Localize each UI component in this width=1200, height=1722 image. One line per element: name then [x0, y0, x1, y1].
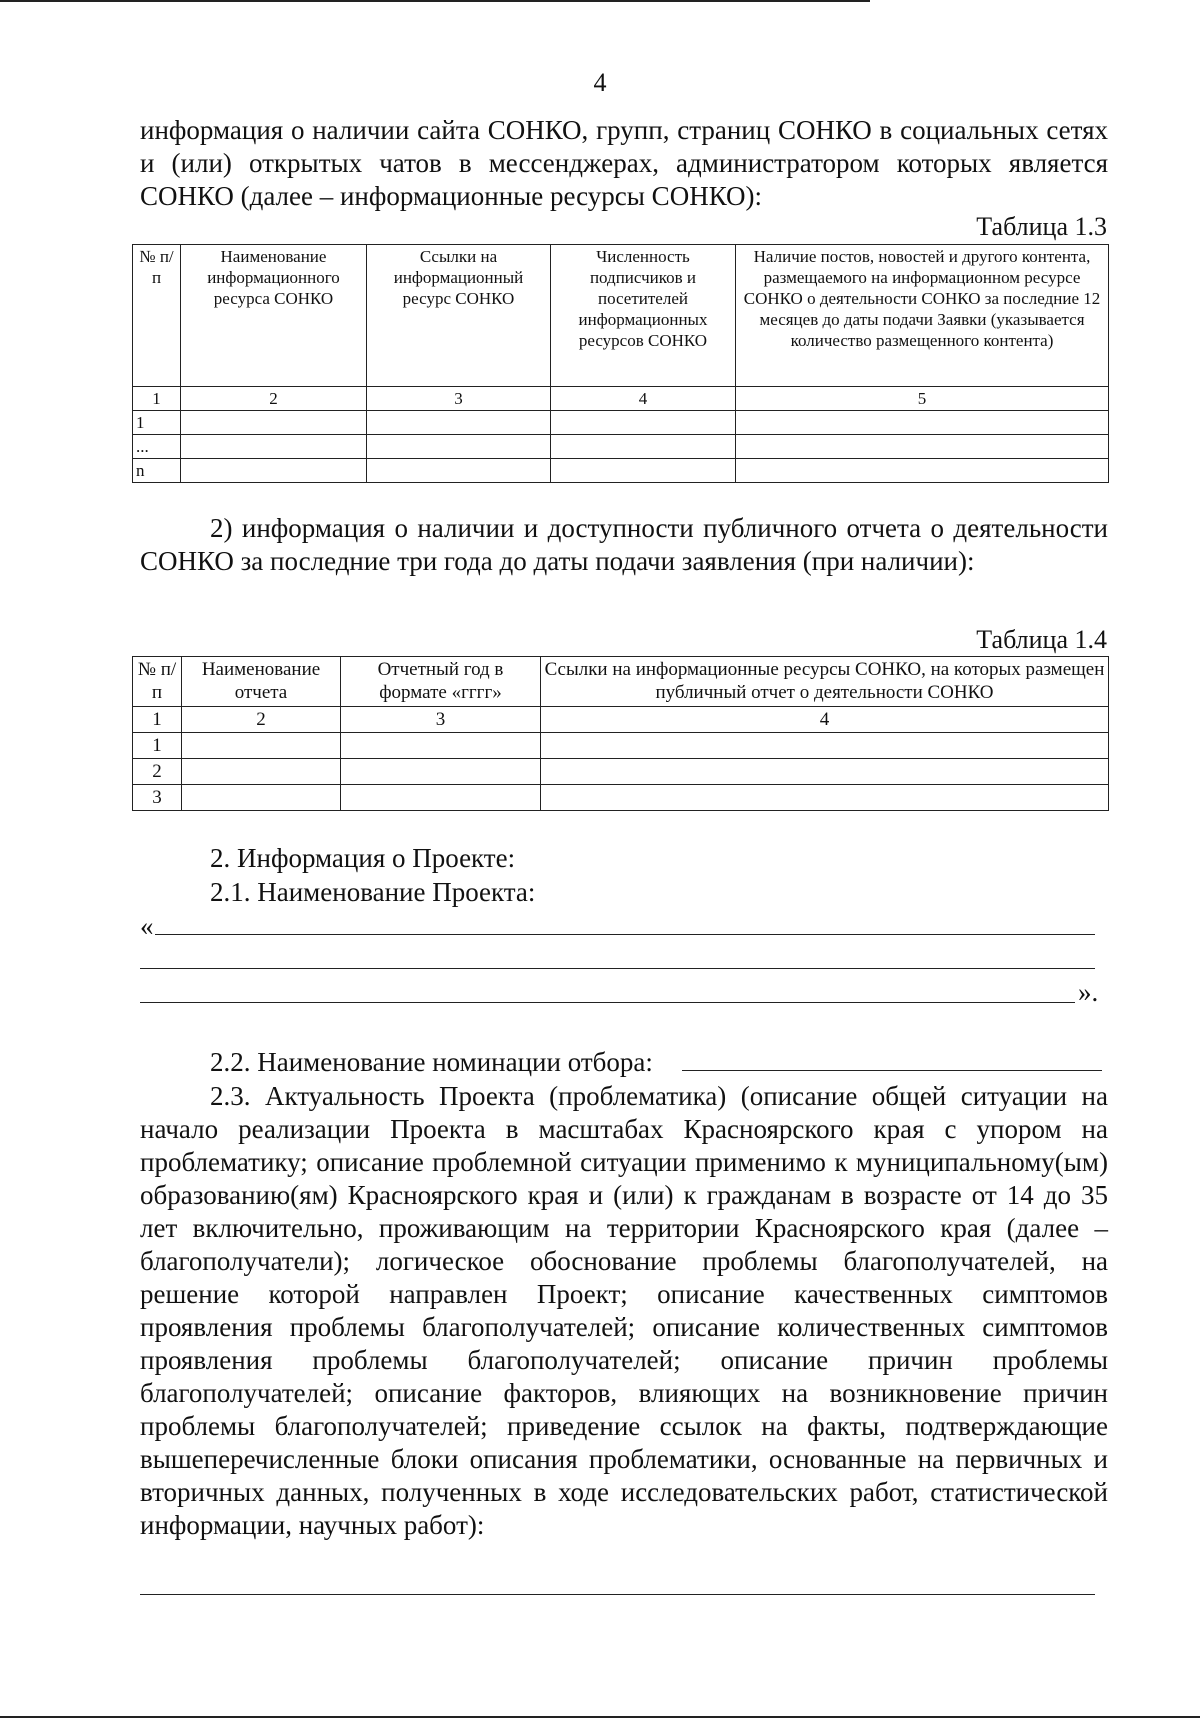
table-cell: [181, 411, 367, 435]
table-cell: [367, 411, 551, 435]
number-cell: 1: [133, 387, 181, 411]
number-cell: 1: [133, 707, 182, 733]
table-cell: ...: [133, 435, 181, 459]
header-cell: № п/п: [133, 657, 182, 707]
header-cell: Наименование отчета: [182, 657, 341, 707]
bottom-rule: [0, 1716, 1200, 1718]
table-number-row: [133, 707, 1109, 733]
header-cell: Наличие постов, новостей и другого контента, размещаемого на информационном ресурсе СОНКО о деятельности СОНКО за последние 12 месяцев до даты подачи Заявки (указывается количество размещенного контента): [736, 245, 1109, 387]
table-cell: [736, 435, 1109, 459]
intro-paragraph: информация о наличии сайта СОНКО, групп, страниц СОНКО в социальных сетях и (или) открытых чатов в мессенджерах, администратором которых является СОНКО (далее – информационные ресурсы СОНКО):: [140, 115, 1108, 211]
section-2-title: 2. Информация о Проекте:: [210, 843, 516, 873]
table-cell: [551, 435, 736, 459]
table-row: [133, 733, 1109, 759]
table-cell: 1: [133, 411, 181, 435]
page-number: 4: [593, 68, 607, 97]
table-number-row: [133, 387, 1109, 411]
table-header-row: [133, 657, 1109, 707]
table-row: [133, 435, 1109, 459]
section-2-2-label: 2.2. Наименование номинации отбора:: [210, 1047, 653, 1077]
table-row: [133, 411, 1109, 435]
header-cell: Ссылки на информационный ресурс СОНКО: [367, 245, 551, 387]
table-cell: 2: [133, 759, 182, 785]
table-1-4: [132, 656, 1109, 811]
table-cell: [367, 435, 551, 459]
project-name-line-3: [140, 1002, 1075, 1003]
table-1-4-caption: Таблица 1.4: [976, 625, 1107, 654]
table-row: [133, 785, 1109, 811]
number-cell: 4: [541, 707, 1109, 733]
table-cell: [736, 411, 1109, 435]
table-cell: [182, 759, 341, 785]
project-name-line-2: [140, 968, 1095, 969]
header-cell: № п/п: [133, 245, 181, 387]
table-cell: [551, 459, 736, 483]
open-quote: «: [140, 911, 154, 941]
table-cell: n: [133, 459, 181, 483]
number-cell: 2: [181, 387, 367, 411]
table-row: [133, 759, 1109, 785]
table-1-3-caption: Таблица 1.3: [976, 212, 1107, 241]
number-cell: 3: [341, 707, 541, 733]
table-cell: [181, 435, 367, 459]
table-cell: [341, 733, 541, 759]
header-cell: Численность подписчиков и посетителей информационных ресурсов СОНКО: [551, 245, 736, 387]
table-1-3: [132, 244, 1109, 483]
table-cell: 1: [133, 733, 182, 759]
top-rule: [0, 0, 870, 2]
header-cell: Ссылки на информационные ресурсы СОНКО, на которых размещен публичный отчет о деятельности СОНКО: [541, 657, 1109, 707]
table-cell: [541, 759, 1109, 785]
table-cell: [551, 411, 736, 435]
table-cell: [541, 733, 1109, 759]
table-cell: [341, 785, 541, 811]
table-cell: [181, 459, 367, 483]
table-cell: [182, 785, 341, 811]
number-cell: 3: [367, 387, 551, 411]
table-cell: [182, 733, 341, 759]
header-cell: Отчетный год в формате «гггг»: [341, 657, 541, 707]
table-cell: [541, 785, 1109, 811]
nomination-line: [682, 1070, 1102, 1071]
close-quote: ».: [1078, 977, 1099, 1007]
section-2-3-text: 2.3. Актуальность Проекта (проблематика) (описание общей ситуации на начало реализации Проекта в масштабах Красноярского края с упором на проблематику; описание проблемной ситуации применимо к муниципальному(ым) образованию(ям) Красноярского края и (или) к гражданам в возрасте от 14 до 35 лет включительно, проживающим на территории Красноярского края (далее – благополучатели); логическое обоснование проблемы благополучателей, на решение которой направлен Проект; описание качественных симптомов проявления проблемы благополучателей; описание количественных симптомов проявления проблемы благополучателей; описание причин проблемы благополучателей; описание факторов, влияющих на возникновение причин проблемы благополучателей; приведение ссылок на факты, подтверждающие вышеперечисленные блоки описания проблематики, основанные на первичных и вторичных данных, полученных в ходе исследовательских работ, статистической информации, научных работ):: [140, 1081, 1108, 1540]
table-cell: 3: [133, 785, 182, 811]
number-cell: 2: [182, 707, 341, 733]
relevance-answer-line: [140, 1594, 1095, 1595]
number-cell: 5: [736, 387, 1109, 411]
table-cell: [341, 759, 541, 785]
table-cell: [367, 459, 551, 483]
paragraph-2: 2) информация о наличии и доступности публичного отчета о деятельности СОНКО за последние три года до даты подачи заявления (при наличии):: [140, 513, 1108, 576]
project-name-line-1: [155, 934, 1095, 935]
table-header-row: [133, 245, 1109, 387]
number-cell: 4: [551, 387, 736, 411]
table-cell: [736, 459, 1109, 483]
header-cell: Наименование информационного ресурса СОНКО: [181, 245, 367, 387]
section-2-1-title: 2.1. Наименование Проекта:: [210, 877, 536, 907]
table-row: [133, 459, 1109, 483]
